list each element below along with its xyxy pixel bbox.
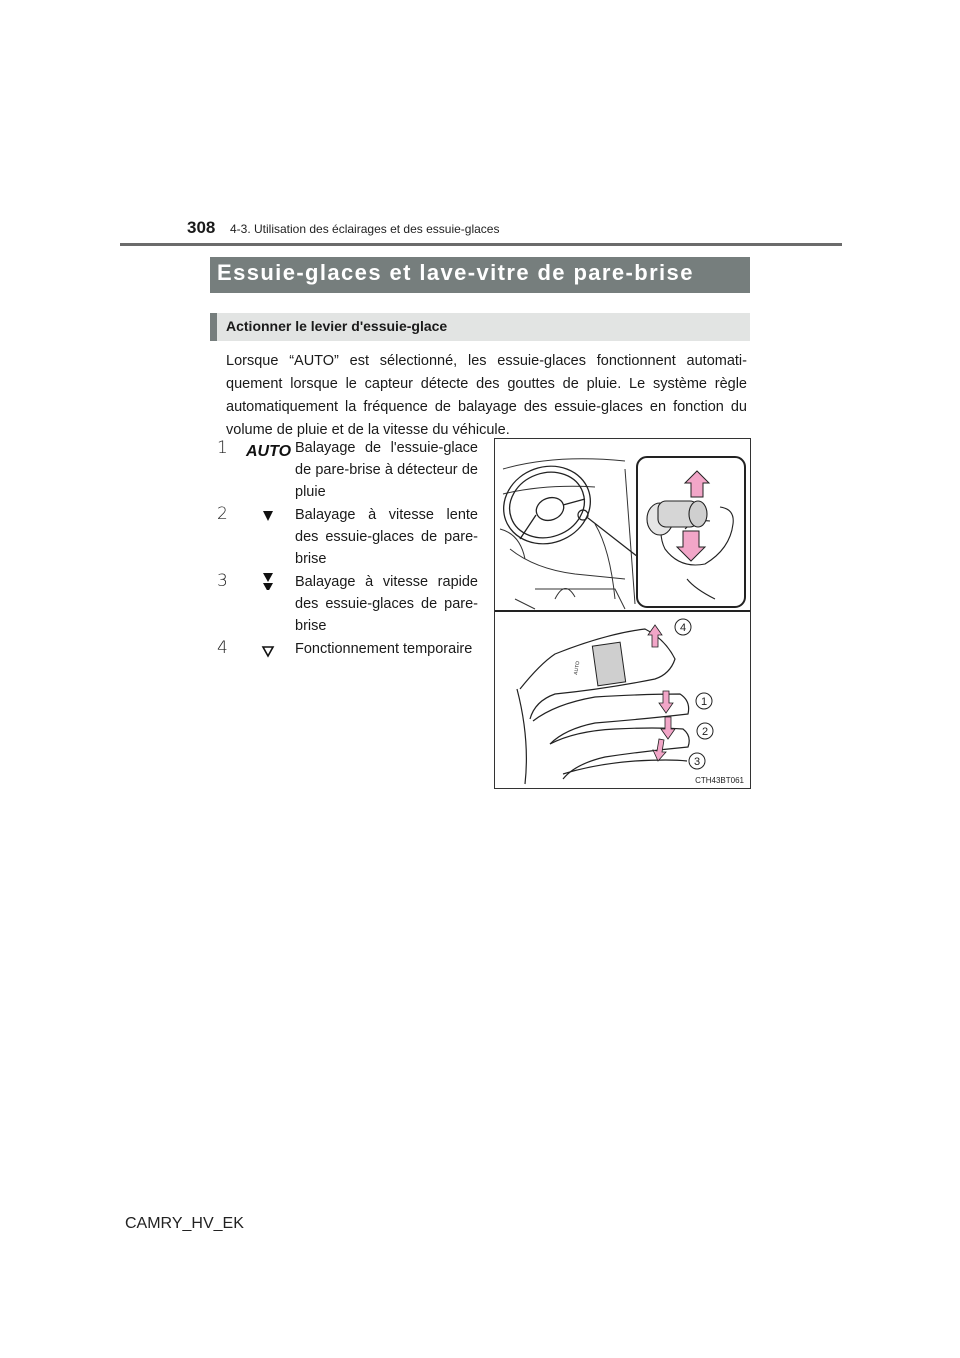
- svg-text:3: 3: [693, 756, 701, 768]
- illustration-drawing: [495, 439, 750, 788]
- subtitle: Actionner le levier d'essuie-glace: [226, 318, 448, 334]
- auto-symbol-text: AUTO: [246, 443, 292, 460]
- double-triangle-icon: [244, 570, 292, 590]
- item-text: Balayage à vitesse lente des essuie-glaces de pare-brise: [295, 507, 478, 567]
- single-triangle-icon: [244, 506, 292, 526]
- arrow-up-icon: [648, 625, 662, 647]
- dashboard-sketch: [500, 459, 635, 609]
- section-title: Essuie-glaces et lave-vitre de pare-brise: [217, 260, 694, 285]
- lever-auto-text: AUTO: [573, 660, 582, 676]
- figure-code: CTH43BT061: [695, 776, 744, 785]
- intro-paragraph: Lorsque “AUTO” est sélectionné, les essuie-glaces fonctionnent automati-quement lorsque le capteur détecte des gouttes de pluie. Le système règle automatiquement la fréquence de balayage des essuie-glaces en fonction du volume de pluie et de la vitesse du véhicule.: [226, 353, 747, 438]
- auto-symbol-icon: [244, 440, 292, 460]
- lever-ring: [592, 642, 625, 686]
- steering-wheel-icon: [495, 454, 601, 556]
- footer-model: CAMRY_HV_EK: [125, 1215, 244, 1232]
- item-number: 3: [217, 571, 228, 591]
- item-text: Fonctionnement temporaire: [295, 641, 473, 657]
- svg-text:2: 2: [701, 726, 709, 738]
- item-number: 4: [217, 638, 228, 658]
- svg-text:1: 1: [700, 696, 708, 708]
- item-number: 1: [217, 438, 228, 458]
- outline-triangle-icon: [244, 641, 292, 661]
- item-text: Balayage à vitesse rapide des essuie-glaces de pare-brise: [295, 574, 478, 634]
- page-number: 308: [187, 218, 216, 237]
- svg-text:4: 4: [679, 622, 687, 634]
- header-rule: [120, 243, 842, 246]
- wiper-lever-illustration: [494, 438, 751, 789]
- callout-4: [675, 619, 691, 635]
- subtitle-accent: [210, 313, 217, 341]
- item-number: 2: [217, 504, 228, 524]
- callout-3: [689, 753, 705, 769]
- section-path: 4-3. Utilisation des éclairages et des essuie-glaces: [230, 222, 500, 236]
- callout-2: [697, 723, 713, 739]
- callout-1: [696, 693, 712, 709]
- item-text: Balayage de l'essuie-glace de pare-brise à détecteur de pluie: [295, 440, 478, 500]
